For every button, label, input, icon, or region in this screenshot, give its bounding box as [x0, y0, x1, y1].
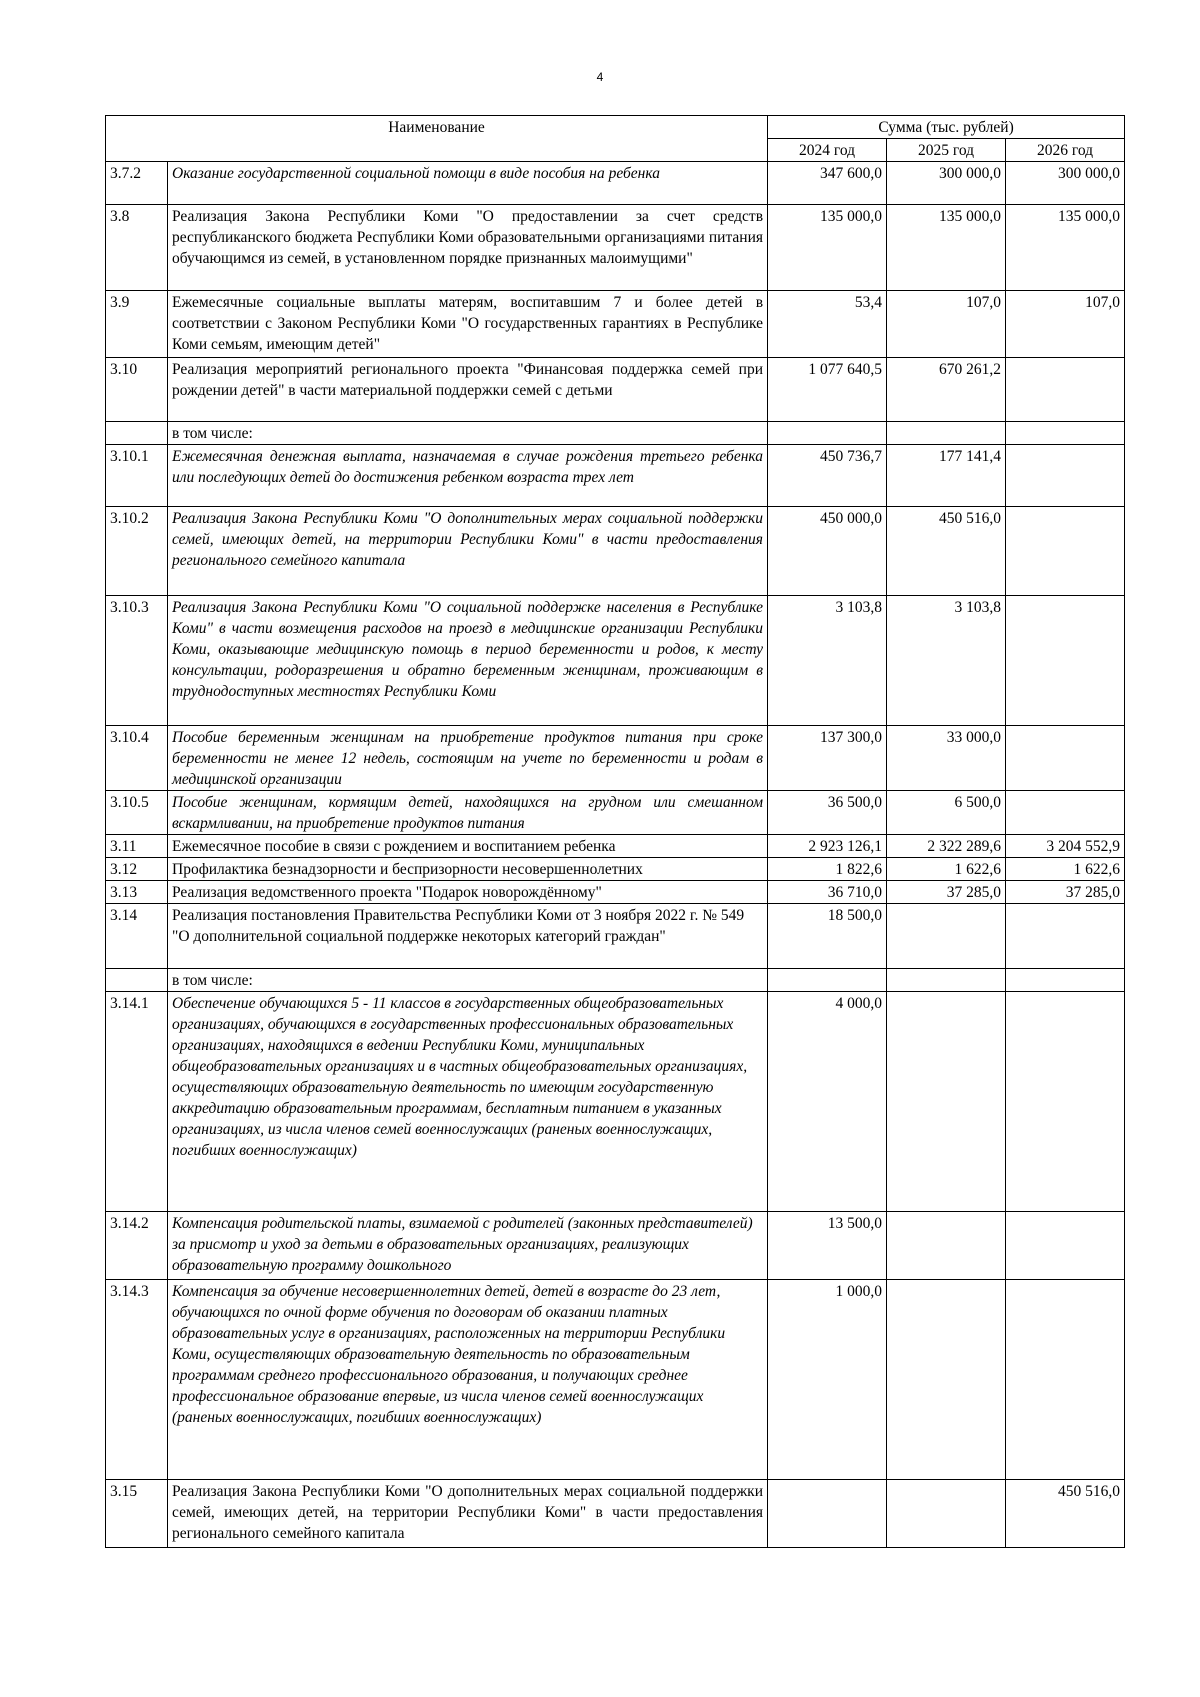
value-2025 [887, 904, 1006, 969]
value-2024 [768, 422, 887, 445]
value-2026: 1 622,6 [1006, 858, 1125, 881]
value-2026 [1006, 969, 1125, 992]
value-2025 [887, 1280, 1006, 1480]
value-2026 [1006, 904, 1125, 969]
value-2026 [1006, 726, 1125, 791]
value-2024: 450 000,0 [768, 507, 887, 596]
value-2024: 18 500,0 [768, 904, 887, 969]
header-row [106, 116, 1125, 139]
table-row [106, 791, 1125, 835]
row-number: 3.11 [106, 835, 168, 858]
value-2026 [1006, 791, 1125, 835]
value-2025 [887, 969, 1006, 992]
value-2024: 137 300,0 [768, 726, 887, 791]
row-number [106, 969, 168, 992]
value-2024: 450 736,7 [768, 445, 887, 507]
value-2025: 6 500,0 [887, 791, 1006, 835]
row-name: в том числе: [168, 422, 768, 445]
row-number: 3.10.1 [106, 445, 168, 507]
row-number: 3.14.1 [106, 992, 168, 1212]
value-2024: 3 103,8 [768, 596, 887, 726]
value-2026 [1006, 1212, 1125, 1280]
value-2024: 1 822,6 [768, 858, 887, 881]
value-2026 [1006, 445, 1125, 507]
value-2024 [768, 969, 887, 992]
value-2025 [887, 1480, 1006, 1548]
table-row [106, 596, 1125, 726]
row-name: Компенсация за обучение несовершеннолетних детей, детей в возрасте до 23 лет, обучающихся по очной форме обучения по договорам об оказании платных образовательных услуг в организациях, расположенных на территории Республики Коми, осуществляющих образовательную деятельность по образовательным программам среднего профессионального образования, и получающих среднее профессиональное образование впервые, из числа членов семей военнослужащих (раненых военнослужащих, погибших военнослужащих) [168, 1280, 768, 1480]
table-row [106, 726, 1125, 791]
value-2026 [1006, 1280, 1125, 1480]
value-2026: 300 000,0 [1006, 162, 1125, 205]
value-2025: 37 285,0 [887, 881, 1006, 904]
table-row [106, 162, 1125, 205]
row-number: 3.10 [106, 358, 168, 422]
row-name: Ежемесячная денежная выплата, назначаемая в случае рождения третьего ребенка или последующих детей до достижения ребенком возраста трех лет [168, 445, 768, 507]
table-row [106, 1280, 1125, 1480]
row-name: Компенсация родительской платы, взимаемой с родителей (законных представителей) за присмотр и уход за детьми в образовательных организациях, реализующих образовательную программу дошкольного [172, 1215, 753, 1274]
value-2025: 300 000,0 [887, 162, 1006, 205]
row-number: 3.9 [106, 291, 168, 358]
row-number: 3.13 [106, 881, 168, 904]
table-row [106, 858, 1125, 881]
value-2025: 450 516,0 [887, 507, 1006, 596]
value-2026: 107,0 [1006, 291, 1125, 358]
row-name: Ежемесячные социальные выплаты матерям, воспитавшим 7 и более детей в соответствии с Законом Республики Коми "О государственных гарантиях в Республике Коми семьям, имеющим детей" [168, 291, 768, 358]
row-number [106, 422, 168, 445]
value-2025: 33 000,0 [887, 726, 1006, 791]
row-name: Профилактика безнадзорности и беспризорности несовершеннолетних [168, 858, 768, 881]
value-2024: 36 710,0 [768, 881, 887, 904]
value-2026: 135 000,0 [1006, 205, 1125, 291]
value-2025 [887, 422, 1006, 445]
value-2024: 4 000,0 [768, 992, 887, 1212]
row-name: Ежемесячное пособие в связи с рождением и воспитанием ребенка [168, 835, 768, 858]
row-name: Пособие беременным женщинам на приобретение продуктов питания при сроке беременности не менее 12 недель, состоящим на учете по беременности и родам в медицинской организации [168, 726, 768, 791]
value-2025 [887, 992, 1006, 1212]
value-2024 [768, 1480, 887, 1548]
row-name: Реализация мероприятий регионального проекта "Финансовая поддержка семей при рождении детей" в части материальной поддержки семей с детьми [168, 358, 768, 422]
table-row [106, 835, 1125, 858]
row-name: Реализация постановления Правительства Республики Коми от 3 ноября 2022 г. № 549 "О дополнительной социальной поддержке некоторых категорий граждан" [168, 904, 768, 969]
row-number: 3.14.3 [106, 1280, 168, 1480]
value-2026: 3 204 552,9 [1006, 835, 1125, 858]
value-2024: 53,4 [768, 291, 887, 358]
column-header-2024: 2024 год [768, 139, 887, 162]
row-name: Пособие женщинам, кормящим детей, находящихся на грудном или смешанном вскармливании, на приобретение продуктов питания [168, 791, 768, 835]
table-row [106, 969, 1125, 992]
row-number: 3.15 [106, 1480, 168, 1548]
table-row [106, 507, 1125, 596]
table-row [106, 1212, 1125, 1280]
row-number: 3.10.3 [106, 596, 168, 726]
value-2026: 37 285,0 [1006, 881, 1125, 904]
row-name: Обеспечение обучающихся 5 - 11 классов в государственных общеобразовательных организациях, обучающихся в государственных профессиональных образовательных организациях, находящихся в ведении Республики Коми, муниципальных общеобразовательных организациях и в частных общеобразовательных организациях, осуществляющих образовательную деятельность по имеющим государственную аккредитацию образовательным программам, бесплатным питанием в указанных организациях, из числа членов семей военнослужащих (раненых военнослужащих, погибших военнослужащих) [168, 992, 768, 1212]
table-row [106, 1480, 1125, 1548]
page-number: 4 [596, 70, 604, 84]
row-name: Оказание государственной социальной помощи в виде пособия на ребенка [168, 162, 768, 205]
value-2025: 670 261,2 [887, 358, 1006, 422]
budget-table [105, 115, 1125, 1548]
value-2025: 177 141,4 [887, 445, 1006, 507]
column-header-sum: Сумма (тыс. рублей) [768, 116, 1125, 139]
row-number: 3.7.2 [106, 162, 168, 205]
value-2024: 36 500,0 [768, 791, 887, 835]
row-number: 3.10.4 [106, 726, 168, 791]
value-2025: 3 103,8 [887, 596, 1006, 726]
row-number: 3.10.5 [106, 791, 168, 835]
value-2024: 1 000,0 [768, 1280, 887, 1480]
value-2025: 2 322 289,6 [887, 835, 1006, 858]
value-2024: 347 600,0 [768, 162, 887, 205]
row-number: 3.10.2 [106, 507, 168, 596]
value-2025: 107,0 [887, 291, 1006, 358]
value-2024: 135 000,0 [768, 205, 887, 291]
column-header-2025: 2025 год [887, 139, 1006, 162]
row-name: Реализация Закона Республики Коми "О дополнительных мерах социальной поддержки семей, имеющих детей, на территории Республики Коми" в части предоставления регионального семейного капитала [168, 1480, 768, 1548]
value-2024: 1 077 640,5 [768, 358, 887, 422]
value-2025: 1 622,6 [887, 858, 1006, 881]
row-number: 3.14 [106, 904, 168, 969]
row-name: Реализация Закона Республики Коми "О социальной поддержке населения в Республике Коми" в части возмещения расходов на проезд в медицинские организации Республики Коми, оказывающие медицинскую помощь в период беременности и родов, к месту консультации, родоразрешения и обратно беременным женщинам, проживающим в труднодоступных местностях Республики Коми [168, 596, 768, 726]
row-name: Реализация Закона Республики Коми "О предоставлении за счет средств республиканского бюджета Республики Коми образовательными организациями питания обучающимся из семей, в установленном порядке признанных малоимущими" [168, 205, 768, 291]
table-row [106, 422, 1125, 445]
row-number: 3.8 [106, 205, 168, 291]
table-row [106, 358, 1125, 422]
row-number: 3.14.2 [106, 1212, 168, 1280]
table-row [106, 881, 1125, 904]
row-number: 3.12 [106, 858, 168, 881]
value-2024: 2 923 126,1 [768, 835, 887, 858]
value-2024: 13 500,0 [768, 1212, 887, 1280]
value-2026: 450 516,0 [1006, 1480, 1125, 1548]
row-name: Реализация Закона Республики Коми "О дополнительных мерах социальной поддержки семей, имеющих детей, на территории Республики Коми" в части предоставления регионального семейного капитала [168, 507, 768, 596]
table-row [106, 445, 1125, 507]
value-2026 [1006, 507, 1125, 596]
value-2026 [1006, 596, 1125, 726]
column-header-name: Наименование [106, 116, 768, 162]
table-row [106, 992, 1125, 1212]
value-2026 [1006, 422, 1125, 445]
row-name: в том числе: [168, 969, 768, 992]
table-row [106, 904, 1125, 969]
value-2025: 135 000,0 [887, 205, 1006, 291]
column-header-2026: 2026 год [1006, 139, 1125, 162]
row-name: Реализация ведомственного проекта "Подарок новорождённому" [168, 881, 768, 904]
table-row [106, 291, 1125, 358]
row-name-cell [168, 1212, 768, 1280]
table-row [106, 205, 1125, 291]
value-2025 [887, 1212, 1006, 1280]
value-2026 [1006, 358, 1125, 422]
value-2026 [1006, 992, 1125, 1212]
